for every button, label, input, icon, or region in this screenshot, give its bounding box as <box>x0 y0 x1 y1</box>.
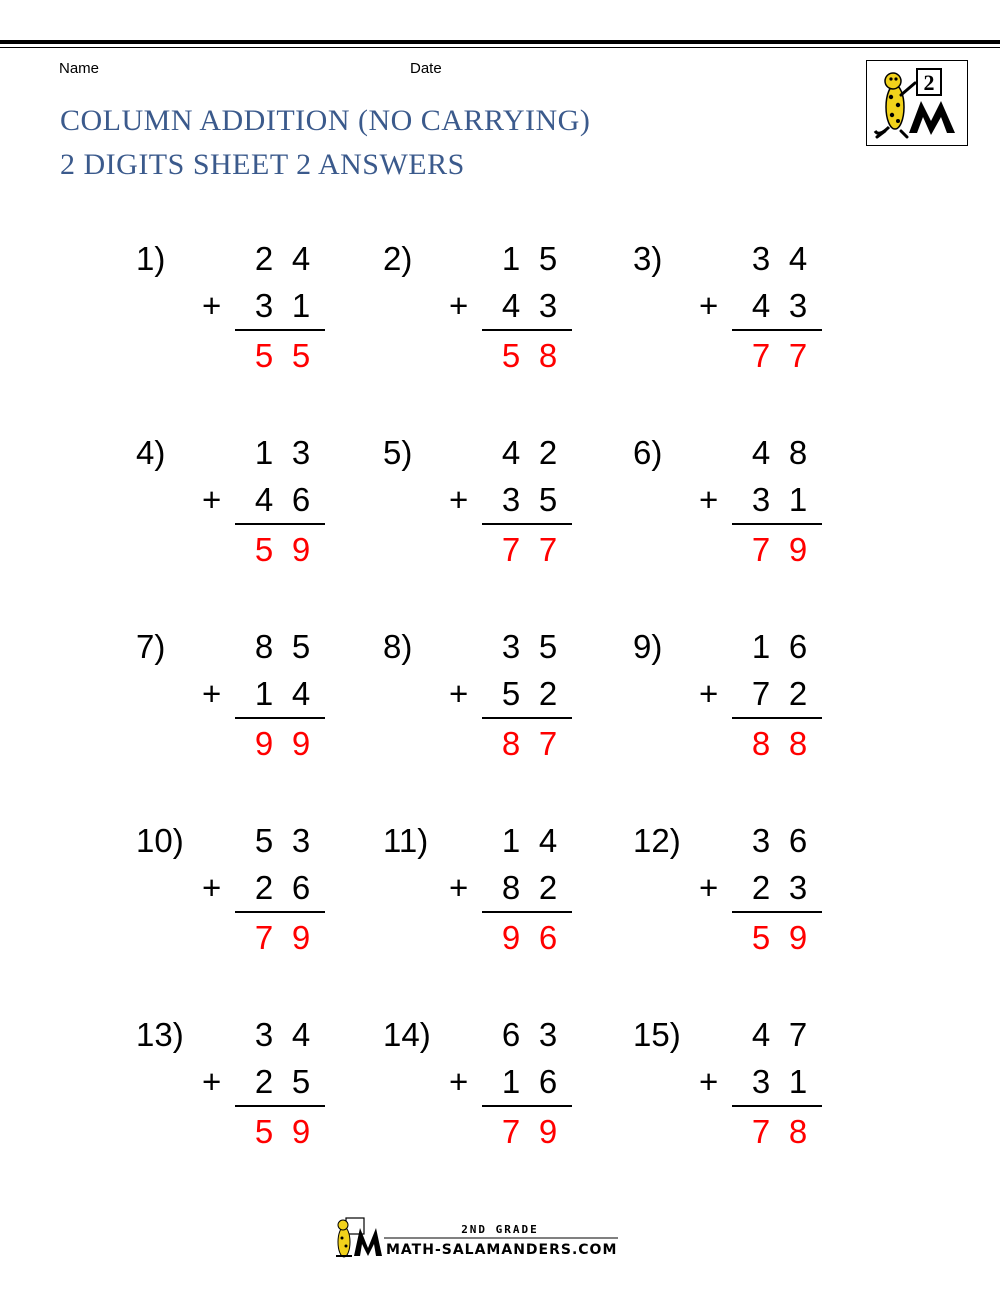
bottom-number <box>733 869 823 909</box>
answer-number-digit: 7 <box>538 531 558 568</box>
problem-8 <box>383 628 613 798</box>
plus-sign: + <box>699 1063 719 1100</box>
answer-number <box>733 919 823 959</box>
answer-number-digit: 9 <box>788 919 808 956</box>
name-label: Name <box>59 60 100 77</box>
answer-number <box>733 337 823 377</box>
answer-line <box>235 717 325 719</box>
top-number-digit: 3 <box>501 628 521 665</box>
problem-number: 13) <box>136 1016 184 1053</box>
top-number <box>236 822 326 862</box>
problem-6 <box>633 434 863 604</box>
answer-line <box>732 1105 822 1107</box>
bottom-number-digit: 3 <box>751 481 771 518</box>
bottom-number-digit: 2 <box>751 869 771 906</box>
answer-number-digit: 9 <box>538 1113 558 1150</box>
problem-number: 11) <box>383 822 429 859</box>
bottom-number-digit: 7 <box>751 675 771 712</box>
answer-number-digit: 8 <box>788 725 808 762</box>
answer-number-digit: 7 <box>751 337 771 374</box>
bottom-number <box>236 481 326 521</box>
top-number-digit: 3 <box>291 434 311 471</box>
problem-15 <box>633 1016 863 1186</box>
bottom-number <box>733 675 823 715</box>
top-number-digit: 4 <box>291 240 311 277</box>
answer-number-digit: 9 <box>254 725 274 762</box>
bottom-number-digit: 3 <box>538 287 558 324</box>
bottom-number-digit: 3 <box>788 287 808 324</box>
top-number-digit: 3 <box>751 240 771 277</box>
answer-line <box>235 523 325 525</box>
answer-number-digit: 9 <box>501 919 521 956</box>
top-number <box>483 628 573 668</box>
top-number <box>236 434 326 474</box>
problem-number: 9) <box>633 628 663 665</box>
answer-line <box>235 911 325 913</box>
top-number-digit: 3 <box>254 1016 274 1053</box>
sheet-title: COLUMN ADDITION (NO CARRYING) <box>60 104 591 137</box>
bottom-number-digit: 1 <box>501 1063 521 1100</box>
answer-number <box>236 531 326 571</box>
bottom-number <box>483 869 573 909</box>
answer-number-digit: 7 <box>501 1113 521 1150</box>
bottom-number-digit: 1 <box>291 287 311 324</box>
problem-number: 10) <box>136 822 184 859</box>
plus-sign: + <box>699 481 719 518</box>
bottom-number-digit: 1 <box>254 675 274 712</box>
answer-number <box>733 1113 823 1153</box>
top-number-digit: 6 <box>788 822 808 859</box>
top-number-digit: 1 <box>254 434 274 471</box>
bottom-number-digit: 2 <box>788 675 808 712</box>
bottom-number-digit: 2 <box>538 869 558 906</box>
bottom-number-digit: 6 <box>291 481 311 518</box>
answer-line <box>482 911 572 913</box>
footer-salamander-icon <box>332 1216 622 1262</box>
bottom-number-digit: 5 <box>501 675 521 712</box>
bottom-number-digit: 4 <box>751 287 771 324</box>
answer-number-digit: 9 <box>788 531 808 568</box>
bottom-number <box>733 287 823 327</box>
answer-number-digit: 8 <box>501 725 521 762</box>
salamander-logo-icon <box>867 61 967 145</box>
top-number <box>733 628 823 668</box>
bottom-number-digit: 5 <box>538 481 558 518</box>
answer-line <box>482 717 572 719</box>
bottom-number <box>483 675 573 715</box>
answer-number <box>483 531 573 571</box>
answer-number <box>483 1113 573 1153</box>
problem-number: 6) <box>633 434 663 471</box>
answer-line <box>482 523 572 525</box>
bottom-number-digit: 8 <box>501 869 521 906</box>
problem-5 <box>383 434 613 604</box>
problem-1 <box>136 240 366 410</box>
answer-number-digit: 5 <box>751 919 771 956</box>
answer-number <box>236 919 326 959</box>
problem-12 <box>633 822 863 992</box>
problem-number: 8) <box>383 628 413 665</box>
top-number-digit: 8 <box>788 434 808 471</box>
problem-10 <box>136 822 366 992</box>
top-number <box>236 628 326 668</box>
footer-logo <box>332 1216 622 1262</box>
top-number-digit: 4 <box>501 434 521 471</box>
sheet-subtitle: 2 DIGITS SHEET 2 ANSWERS <box>60 148 465 181</box>
answer-number-digit: 5 <box>291 337 311 374</box>
answer-number-digit: 7 <box>501 531 521 568</box>
top-number-digit: 3 <box>538 1016 558 1053</box>
plus-sign: + <box>449 1063 469 1100</box>
problem-9 <box>633 628 863 798</box>
bottom-number-digit: 6 <box>291 869 311 906</box>
plus-sign: + <box>449 287 469 324</box>
top-number-digit: 8 <box>254 628 274 665</box>
top-number-digit: 7 <box>788 1016 808 1053</box>
date-label: Date <box>410 60 442 77</box>
answer-number-digit: 8 <box>751 725 771 762</box>
answer-number <box>483 725 573 765</box>
footer-site-text: MATH-SALAMANDERS.COM <box>386 1242 618 1258</box>
problem-11 <box>383 822 613 992</box>
problem-number: 4) <box>136 434 166 471</box>
bottom-number-digit: 4 <box>291 675 311 712</box>
answer-number-digit: 5 <box>501 337 521 374</box>
answer-number-digit: 9 <box>291 531 311 568</box>
top-number-digit: 5 <box>254 822 274 859</box>
top-number <box>483 240 573 280</box>
answer-number <box>733 725 823 765</box>
top-number <box>483 434 573 474</box>
bottom-number <box>236 287 326 327</box>
answer-number-digit: 5 <box>254 1113 274 1150</box>
answer-line <box>732 911 822 913</box>
top-number-digit: 4 <box>291 1016 311 1053</box>
answer-number-digit: 7 <box>254 919 274 956</box>
bottom-number-digit: 1 <box>788 1063 808 1100</box>
bottom-number <box>733 481 823 521</box>
plus-sign: + <box>449 869 469 906</box>
bottom-number-digit: 3 <box>254 287 274 324</box>
answer-number-digit: 5 <box>254 337 274 374</box>
plus-sign: + <box>202 481 222 518</box>
logo-digit: 2 <box>923 70 935 95</box>
bottom-number-digit: 3 <box>788 869 808 906</box>
top-number-digit: 5 <box>538 628 558 665</box>
answer-line <box>235 1105 325 1107</box>
bottom-number <box>733 1063 823 1103</box>
bottom-number <box>483 1063 573 1103</box>
answer-number-digit: 6 <box>538 919 558 956</box>
top-number-digit: 4 <box>788 240 808 277</box>
answer-number-digit: 7 <box>751 1113 771 1150</box>
top-number-digit: 5 <box>538 240 558 277</box>
plus-sign: + <box>202 675 222 712</box>
footer-grade-text: 2ND GRADE <box>461 1223 539 1236</box>
top-number <box>733 822 823 862</box>
answer-line <box>732 717 822 719</box>
answer-number <box>236 1113 326 1153</box>
problem-3 <box>633 240 863 410</box>
top-number-digit: 6 <box>501 1016 521 1053</box>
answer-number-digit: 7 <box>538 725 558 762</box>
problem-number: 12) <box>633 822 681 859</box>
salamander-logo <box>866 60 968 146</box>
plus-sign: + <box>202 869 222 906</box>
answer-line <box>732 329 822 331</box>
top-number <box>733 240 823 280</box>
problem-number: 1) <box>136 240 166 277</box>
answer-line <box>482 329 572 331</box>
answer-line <box>482 1105 572 1107</box>
answer-number-digit: 9 <box>291 919 311 956</box>
bottom-number <box>236 869 326 909</box>
top-number-digit: 1 <box>751 628 771 665</box>
problem-number: 5) <box>383 434 413 471</box>
answer-number-digit: 9 <box>291 725 311 762</box>
answer-line <box>235 329 325 331</box>
top-number-digit: 4 <box>538 822 558 859</box>
bottom-number-digit: 4 <box>254 481 274 518</box>
top-number <box>483 822 573 862</box>
problem-13 <box>136 1016 366 1186</box>
problem-number: 3) <box>633 240 663 277</box>
top-number-digit: 5 <box>291 628 311 665</box>
bottom-number-digit: 3 <box>501 481 521 518</box>
answer-line <box>732 523 822 525</box>
top-number-digit: 1 <box>501 240 521 277</box>
plus-sign: + <box>449 675 469 712</box>
plus-sign: + <box>699 675 719 712</box>
bottom-number-digit: 5 <box>291 1063 311 1100</box>
bottom-number-digit: 4 <box>501 287 521 324</box>
bottom-number-digit: 6 <box>538 1063 558 1100</box>
bottom-number <box>483 481 573 521</box>
bottom-number-digit: 2 <box>538 675 558 712</box>
bottom-number-digit: 3 <box>751 1063 771 1100</box>
top-number-digit: 2 <box>254 240 274 277</box>
top-number <box>236 240 326 280</box>
answer-number-digit: 8 <box>788 1113 808 1150</box>
top-number <box>733 1016 823 1056</box>
answer-number-digit: 8 <box>538 337 558 374</box>
answer-number <box>733 531 823 571</box>
problem-number: 2) <box>383 240 413 277</box>
answer-number <box>236 725 326 765</box>
bottom-number <box>483 287 573 327</box>
answer-number-digit: 9 <box>291 1113 311 1150</box>
top-number-digit: 1 <box>501 822 521 859</box>
problem-2 <box>383 240 613 410</box>
plus-sign: + <box>699 869 719 906</box>
problem-number: 14) <box>383 1016 431 1053</box>
top-number-digit: 4 <box>751 434 771 471</box>
answer-number <box>236 337 326 377</box>
plus-sign: + <box>699 287 719 324</box>
problem-4 <box>136 434 366 604</box>
problem-14 <box>383 1016 613 1186</box>
top-rule <box>0 40 1000 44</box>
bottom-number-digit: 1 <box>788 481 808 518</box>
top-number-digit: 6 <box>788 628 808 665</box>
top-number <box>483 1016 573 1056</box>
top-number-digit: 4 <box>751 1016 771 1053</box>
problem-number: 15) <box>633 1016 681 1053</box>
bottom-number-digit: 2 <box>254 1063 274 1100</box>
answer-number-digit: 7 <box>788 337 808 374</box>
problem-7 <box>136 628 366 798</box>
plus-sign: + <box>202 1063 222 1100</box>
bottom-number <box>236 1063 326 1103</box>
problem-number: 7) <box>136 628 166 665</box>
top-number <box>733 434 823 474</box>
plus-sign: + <box>202 287 222 324</box>
answer-number-digit: 5 <box>254 531 274 568</box>
answer-number <box>483 919 573 959</box>
answer-number-digit: 7 <box>751 531 771 568</box>
top-number-digit: 2 <box>538 434 558 471</box>
bottom-number <box>236 675 326 715</box>
bottom-number-digit: 2 <box>254 869 274 906</box>
top-number-digit: 3 <box>751 822 771 859</box>
top-number <box>236 1016 326 1056</box>
plus-sign: + <box>449 481 469 518</box>
top-number-digit: 3 <box>291 822 311 859</box>
answer-number <box>483 337 573 377</box>
top-rule-thin <box>0 47 1000 48</box>
